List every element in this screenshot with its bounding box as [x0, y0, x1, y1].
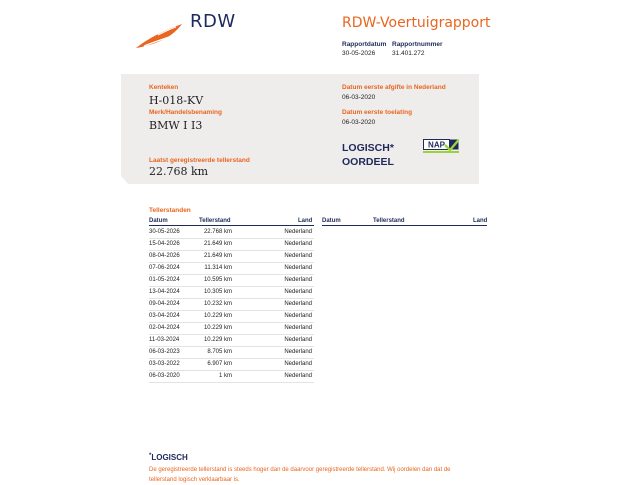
report-date: 30-05-2026	[342, 50, 376, 57]
verdict-line-2: OORDEEL	[342, 156, 394, 168]
row-country: Nederland	[284, 349, 312, 355]
row-date: 11-03-2024	[149, 337, 180, 343]
row-date: 02-04-2024	[149, 325, 180, 331]
row-country: Nederland	[284, 241, 312, 247]
first-registration-nl-value: 06-03-2020	[342, 94, 376, 101]
report-number-label: Rapportnummer	[392, 41, 443, 48]
row-odometer: 1 km	[218, 373, 232, 379]
rdw-logo-icon	[134, 22, 184, 50]
make-label: Merk/Handelsbenaming	[149, 109, 222, 116]
verdict	[342, 141, 394, 169]
nap-check-icon	[423, 139, 459, 153]
row-odometer: 21.649 km	[203, 253, 232, 259]
row-odometer: 10.232 km	[203, 301, 232, 307]
row-odometer: 10.229 km	[203, 337, 232, 343]
row-country: Nederland	[284, 361, 312, 367]
row-odometer: 6.907 km	[207, 361, 232, 367]
footer-asterisk: *	[149, 453, 152, 459]
row-odometer: 22.768 km	[203, 229, 232, 235]
footer-title-text: LOGISCH	[151, 453, 188, 462]
first-admission-value: 06-03-2020	[342, 119, 376, 126]
header-rule-left	[149, 225, 314, 226]
row-country: Nederland	[284, 313, 312, 319]
row-country: Nederland	[284, 229, 312, 235]
row-country: Nederland	[284, 265, 312, 271]
make-value: BMW I I3	[149, 119, 203, 132]
plate-label: Kenteken	[149, 84, 179, 91]
row-date: 09-04-2024	[149, 301, 180, 307]
table-row	[149, 251, 314, 263]
row-date: 13-04-2024	[149, 289, 180, 295]
odometer-table-title: Tellerstanden	[149, 207, 191, 214]
row-odometer: 11.314 km	[204, 265, 232, 271]
row-date: 30-05-2026	[149, 229, 180, 235]
table-row	[149, 335, 314, 347]
col-land-header: Land	[298, 218, 313, 224]
odometer-rows	[149, 227, 314, 383]
odometer-label: Laatst geregistreerde tellerstand	[149, 157, 250, 164]
table-row	[149, 287, 314, 299]
first-admission-label: Datum eerste toelating	[342, 109, 413, 116]
row-odometer: 10.229 km	[203, 325, 232, 331]
footer-title	[149, 453, 188, 462]
table-row	[149, 311, 314, 323]
row-date: 03-04-2024	[149, 313, 180, 319]
report-date-label: Rapportdatum	[342, 41, 387, 48]
nap-text: NAP	[428, 140, 445, 150]
plate-value: H-018-KV	[149, 94, 204, 107]
report-title: RDW-Voertuigrapport	[342, 15, 491, 31]
table-row	[149, 239, 314, 251]
table-row	[149, 323, 314, 335]
report-number: 31.401.272	[392, 50, 425, 57]
panel-notch	[121, 176, 135, 192]
row-odometer: 21.649 km	[203, 241, 232, 247]
col-km-header-2: Tellerstand	[373, 218, 405, 224]
col-date-header-2: Datum	[322, 218, 341, 224]
row-country: Nederland	[284, 373, 312, 379]
table-row	[149, 359, 314, 371]
row-country: Nederland	[284, 277, 312, 283]
col-land-header-2: Land	[473, 218, 488, 224]
col-km-header: Tellerstand	[199, 218, 231, 224]
verdict-line-1: LOGISCH*	[342, 142, 394, 154]
row-odometer: 10.305 km	[203, 289, 232, 295]
table-row	[149, 227, 314, 239]
row-odometer: 8.705 km	[207, 349, 232, 355]
row-date: 01-05-2024	[149, 277, 180, 283]
header-rule-right	[322, 225, 487, 226]
footer-explanation: De geregistreerde tellerstand is steeds hoger dan de daarvoor geregistreerde tellerstand. Wij oordelen dan dat de tellerstand logisch verklaarbaar is.	[149, 467, 451, 483]
row-country: Nederland	[284, 337, 312, 343]
row-odometer: 10.595 km	[203, 277, 232, 283]
row-date: 08-04-2026	[149, 253, 180, 259]
brand-name: RDW	[190, 11, 236, 32]
row-date: 06-03-2023	[149, 349, 180, 355]
row-odometer: 10.229 km	[203, 313, 232, 319]
row-country: Nederland	[284, 253, 312, 259]
first-registration-nl-label: Datum eerste afgifte in Nederland	[342, 84, 446, 91]
row-date: 03-03-2022	[149, 361, 180, 367]
row-date: 15-04-2026	[149, 241, 180, 247]
row-country: Nederland	[284, 301, 312, 307]
table-row	[149, 275, 314, 287]
table-row	[149, 299, 314, 311]
row-country: Nederland	[284, 289, 312, 295]
row-date: 07-06-2024	[149, 265, 180, 271]
table-row	[149, 371, 314, 383]
col-date-header: Datum	[149, 218, 168, 224]
table-row	[149, 347, 314, 359]
odometer-value: 22.768 km	[149, 165, 209, 178]
row-date: 06-03-2020	[149, 373, 180, 379]
row-country: Nederland	[284, 325, 312, 331]
table-row	[149, 263, 314, 275]
